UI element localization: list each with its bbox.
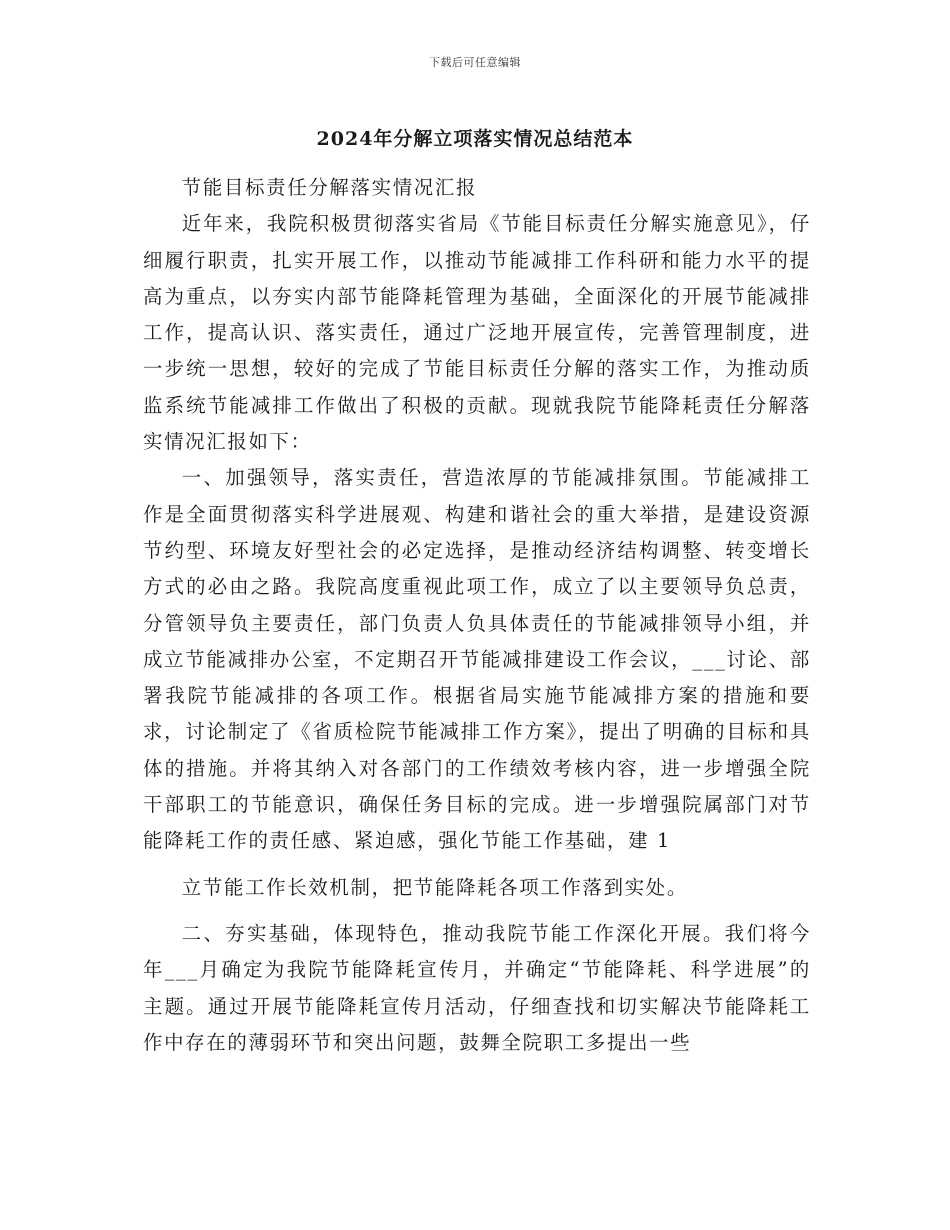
document-title: 2024年分解立项落实情况总结范本 (316, 128, 634, 150)
page-header: 下载后可任意编辑 (429, 56, 521, 69)
paragraph-intro: 近年来，我院积极贯彻落实省局《节能目标责任分解实施意见》，仔细履行职责，扎实开展工作，以推动节能减排工作科研和能力水平的提高为重点，以夯实内部节能降耗管理为基础，全面深化的开展节能减排工作，提高认识、落实责任，通过广泛地开展宣传，完善管理制度，进一步统一思想，较好的完成了节能目标责任分解的落实工作，为推动质监系统节能减排工作做出了积极的贡献。现就我院节能降耗责任分解落实情况汇报如下： (143, 212, 811, 454)
paragraph-section-1-continued: 立节能工作长效机制，把节能降耗各项工作落到实处。 (181, 875, 688, 899)
document-body (143, 170, 811, 1061)
paragraph-section-2: 二、夯实基础，体现特色，推动我院节能工作深化开展。我们将今年___月确定为我院节能降耗宣传月，并确定“节能降耗、科学进展”的主题。通过开展节能降耗宣传月活动，仔细查找和切实解决节能降耗工作中存在的薄弱环节和突出问题，鼓舞全院职工多提出一些 (143, 921, 811, 1054)
paragraph-section-1: 一、加强领导，落实责任，营造浓厚的节能减排氛围。节能减排工作是全面贯彻落实科学进展观、构建和谐社会的重大举措，是建设资源节约型、环境友好型社会的必定选择，是推动经济结构调整、转变增长方式的必由之路。我院高度重视此项工作，成立了以主要领导负总责，分管领导负主要责任，部门负责人负具体责任的节能减排领导小组，并成立节能减排办公室，不定期召开节能减排建设工作会议，___讨论、部署我院节能减排的各项工作。根据省局实施节能减排方案的措施和要求，讨论制定了《省质检院节能减排工作方案》，提出了明确的目标和具体的措施。并将其纳入对各部门的工作绩效考核内容，进一步增强全院干部职工的节能意识，确保任务目标的完成。进一步增强院属部门对节能降耗工作的责任感、紧迫感，强化节能工作基础，建 1 (143, 466, 811, 853)
paragraph-subtitle: 节能目标责任分解落实情况汇报 (181, 176, 478, 199)
